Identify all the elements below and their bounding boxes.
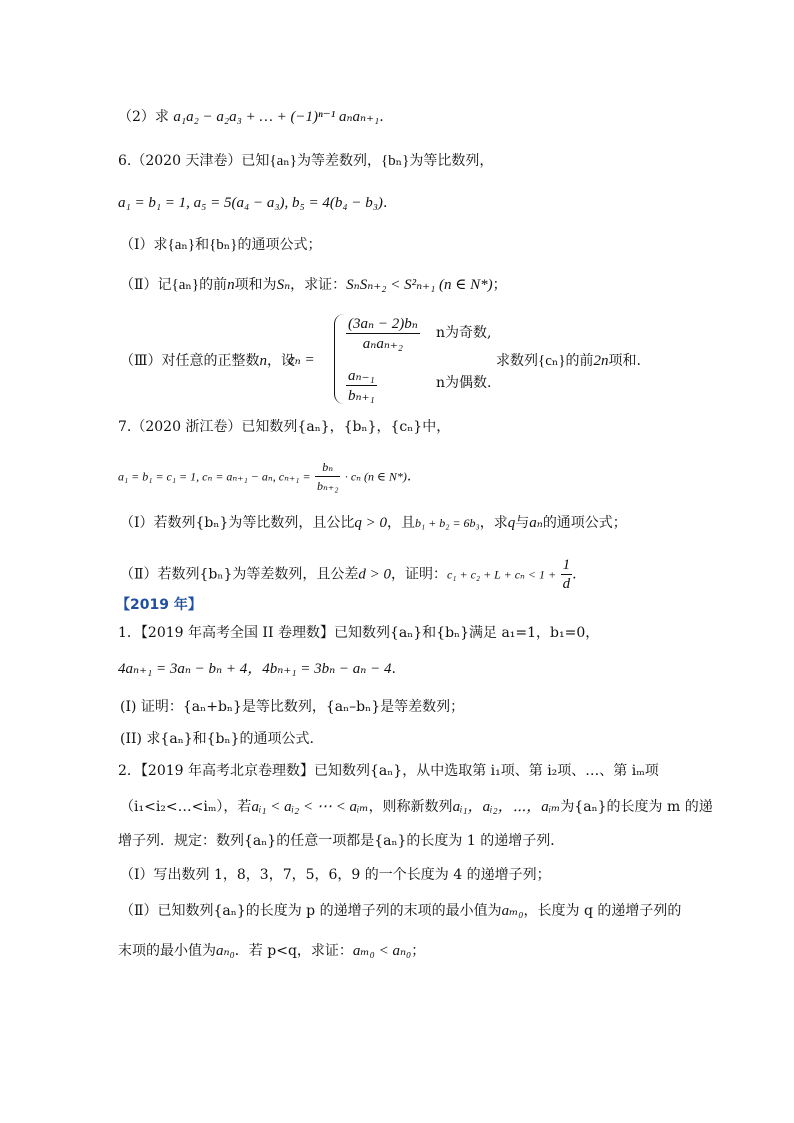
seq-a: {aₙ} xyxy=(167,237,196,253)
case1-fraction xyxy=(346,314,420,353)
ineq-d: d > 0 xyxy=(358,566,391,583)
text-and: 和 xyxy=(195,237,210,253)
text: ，证明： xyxy=(390,566,447,583)
period: . xyxy=(382,195,388,211)
var-q: q xyxy=(507,515,516,531)
text: 的前 xyxy=(199,277,228,293)
text: 的通项公式； xyxy=(542,515,627,531)
q6-title-text: 6.（2020 天津卷）已知 xyxy=(118,153,270,169)
q6-part1-tail: 的通项公式； xyxy=(237,237,322,253)
q7-part2 xyxy=(120,556,577,593)
period: . xyxy=(379,109,384,125)
text: ； xyxy=(411,943,426,959)
q2019-2-line2 xyxy=(120,798,713,816)
q6-conditions xyxy=(118,194,387,212)
q2019-1-eq xyxy=(118,660,396,678)
text: （Ⅱ）已知数列{aₙ}的长度为 p 的递增子列的末项的最小值为 xyxy=(120,903,502,919)
subseq: aᵢ₁，aᵢ₂，⋯，aᵢₘ xyxy=(452,799,561,815)
prev-problem-part2 xyxy=(118,108,384,126)
q7-part1 xyxy=(120,514,627,532)
q2019-1-part2: (II) 求{aₙ}和{bₙ}的通项公式. xyxy=(120,731,314,747)
q2019-2-title: 2．【2019 年高考北京卷理数】已知数列{aₙ}，从中选取第 i₁项、第 i₂项、…、第 iₘ项 xyxy=(118,763,659,779)
var-am0: aₘ₀ xyxy=(501,903,524,919)
period: . xyxy=(406,468,412,485)
var-n: n xyxy=(227,277,235,293)
q6-part3-tail xyxy=(496,350,641,370)
q7-cond-tail: · cₙ (n ∈ N*) xyxy=(344,469,407,484)
q7-fraction xyxy=(315,458,340,495)
text: 末项的最小值为 xyxy=(118,943,216,959)
c-n-def: cₙ = xyxy=(288,352,315,368)
piecewise-brace xyxy=(334,314,345,404)
q6-mid: 为等差数列， xyxy=(296,153,381,169)
eq-b: b₁ + b₂ = 6b₃ xyxy=(415,516,480,530)
part-label: （2）求 xyxy=(118,109,169,125)
q6-part2-label: （Ⅱ）记 xyxy=(120,277,172,293)
ineq-q: q > 0 xyxy=(354,515,387,531)
q6-part1-label: （Ⅰ）求 xyxy=(120,237,168,253)
frac-den: bₙ₊₂ xyxy=(317,479,339,493)
q7-frac-1-d xyxy=(561,556,573,593)
var-an: aₙ xyxy=(529,515,543,531)
ineq-final: aₘ₀ < aₙ₀ xyxy=(352,943,412,959)
text: ； xyxy=(492,277,507,293)
period: . xyxy=(572,566,577,583)
text: 项和为 xyxy=(234,277,277,293)
seq-a: {aₙ} xyxy=(171,277,200,293)
text: ，且 xyxy=(387,515,415,531)
case1-condition: n为奇数, xyxy=(436,325,492,341)
frac-den: d xyxy=(562,576,571,592)
var-S: Sₙ xyxy=(276,277,291,293)
q6-condition-math: a₁ = b₁ = 1, a₅ = 5(a₄ − a₃), b₅ = 4(b₄ − b₃) xyxy=(118,195,383,211)
var-an0: aₙ₀ xyxy=(216,943,235,959)
q2019-1-part1: (I) 证明：{aₙ+bₙ}是等比数列，{aₙ–bₙ}是等差数列； xyxy=(120,699,465,715)
sum-expr: c₁ + c₂ + L + cₙ < 1 + xyxy=(446,567,557,582)
case2-condition: n为偶数. xyxy=(436,375,492,391)
text: ，设 xyxy=(267,353,296,369)
q2019-2-part2-cont xyxy=(118,942,425,960)
text: 与 xyxy=(515,515,530,531)
seq-c: {cₙ} xyxy=(538,353,566,369)
q7-part1-label: （Ⅰ）若数列{bₙ}为等比数列，且公比 xyxy=(120,515,355,531)
q6-part1 xyxy=(120,236,321,254)
case2-den: bₙ₊₁ xyxy=(348,388,375,404)
q6-title xyxy=(118,152,493,170)
case2-num: aₙ₋₁ xyxy=(348,368,375,384)
text: （i₁<i₂<…<iₘ），若 xyxy=(120,799,252,815)
q2019-2-part1: （Ⅰ）写出数列 1，8，3，7，5，6，9 的一个长度为 4 的递增子列； xyxy=(120,867,551,883)
q7-title xyxy=(118,418,450,436)
var-n: n xyxy=(259,353,268,369)
q7-title-text: 7.（2020 浙江卷）已知数列{aₙ}，{bₙ}，{cₙ}中， xyxy=(118,419,451,435)
q7-conditions xyxy=(118,458,411,495)
seq-b: {bₙ} xyxy=(209,237,238,253)
text: 的前 xyxy=(565,353,594,369)
q7-part2-label: （Ⅱ）若数列{bₙ}为等差数列，且公差 xyxy=(120,566,359,583)
q6-part3-lead xyxy=(120,350,295,370)
q2019-2-part2 xyxy=(120,902,681,920)
seq-b: {bₙ} xyxy=(380,153,410,169)
q2019-2-line3: 增子列．规定：数列{aₙ}的任意一项都是{aₙ}的长度为 1 的递增子列． xyxy=(118,833,565,849)
text: ．若 p<q，求证： xyxy=(234,943,353,959)
recurrence: 4aₙ₊₁ = 3aₙ − bₙ + 4，4bₙ₊₁ = 3bₙ − aₙ − 4 xyxy=(118,661,392,677)
text: 项和. xyxy=(608,353,641,369)
text: ，长度为 q 的递增子列的 xyxy=(523,903,682,919)
q2019-1-title: 1．【2019 年高考全国 II 卷理数】已知数列{aₙ}和{bₙ}满足 a₁=1，b₁=0， xyxy=(118,625,600,641)
period: . xyxy=(391,661,396,677)
text: 求数列 xyxy=(496,353,538,369)
frac-num: 1 xyxy=(562,557,571,573)
seq-a: {aₙ} xyxy=(269,153,297,169)
frac-num: bₙ xyxy=(315,458,340,477)
math-expression: a₁a₂ − a₂a₃ + … + (−1)ⁿ⁻¹ aₙaₙ₊₁ xyxy=(173,109,380,125)
case1-num: (3aₙ − 2)bₙ xyxy=(348,316,418,332)
inequality: SₙSₙ₊₂ < S²ₙ₊₁ (n ∈ N*) xyxy=(346,277,493,293)
q6-part2 xyxy=(120,276,507,294)
ineq-subseq: aᵢ₁ < aᵢ₂ < ⋯ < aᵢₘ xyxy=(251,799,369,815)
text: 为{aₙ}的长度为 m 的递 xyxy=(560,799,713,815)
year-heading: 【2019 年】 xyxy=(116,597,202,613)
text: ，则称新数列 xyxy=(368,799,453,815)
q7-cond-math: a₁ = b₁ = c₁ = 1, cₙ = aₙ₊₁ − aₙ, cₙ₊₁ = xyxy=(118,469,311,484)
q6-part3-label: （Ⅲ）对任意的正整数 xyxy=(120,353,260,369)
q6-part3 xyxy=(120,314,680,406)
var-2n: 2n xyxy=(593,353,609,369)
text: ，求 xyxy=(479,515,508,531)
case2-fraction xyxy=(346,366,377,405)
case1-den: aₙaₙ₊₂ xyxy=(362,336,404,352)
text: ，求证： xyxy=(290,277,347,293)
q6-tail: 为等比数列， xyxy=(409,153,494,169)
